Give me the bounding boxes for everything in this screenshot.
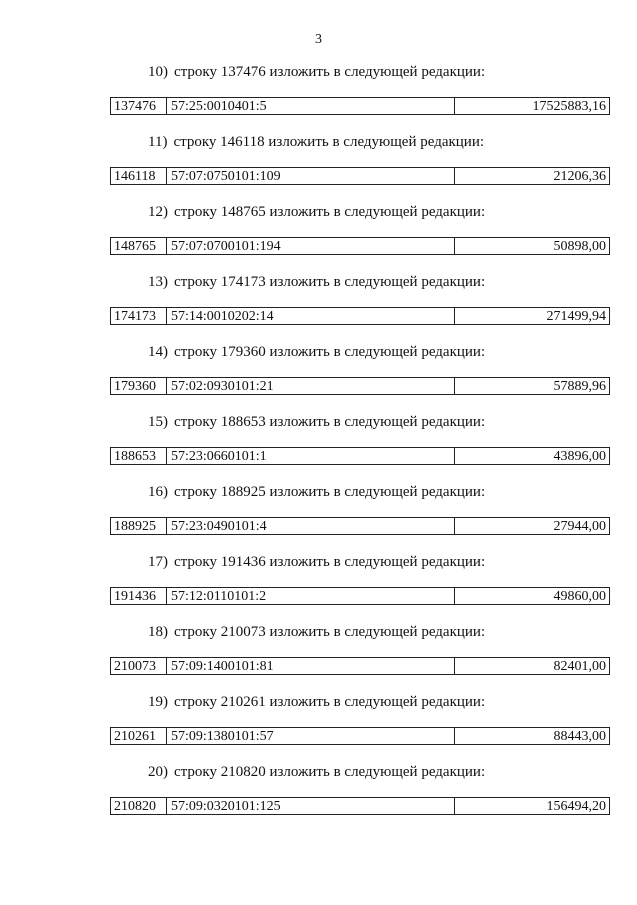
value-cell: 271499,94 xyxy=(546,309,606,324)
amendment-instruction xyxy=(148,762,485,782)
cadastral-number-cell: 57:09:0320101:125 xyxy=(167,798,455,814)
amendment-item xyxy=(0,762,637,832)
table-row xyxy=(110,377,610,395)
value-cell: 156494,20 xyxy=(546,799,606,814)
cadastral-number-cell: 57:02:0930101:21 xyxy=(167,378,455,394)
instruction-text: строку 191436 изложить в следующей редакции: xyxy=(174,554,486,570)
cadastral-number-cell: 57:23:0660101:1 xyxy=(167,448,455,464)
instruction-text: строку 188925 изложить в следующей редакции: xyxy=(174,484,486,500)
amendment-item xyxy=(0,202,637,272)
instruction-text: строку 210820 изложить в следующей редакции: xyxy=(174,764,486,780)
item-number: 10) xyxy=(148,64,168,80)
amendment-item xyxy=(0,342,637,412)
item-number: 14) xyxy=(148,344,168,360)
row-id-cell: 210820 xyxy=(111,798,167,814)
table-row xyxy=(110,727,610,745)
table-row xyxy=(110,237,610,255)
amendment-instruction xyxy=(148,692,485,712)
cadastral-number-cell: 57:23:0490101:4 xyxy=(167,518,455,534)
item-number: 18) xyxy=(148,624,168,640)
value-cell: 27944,00 xyxy=(553,519,606,534)
value-cell: 82401,00 xyxy=(553,659,606,674)
item-number: 11) xyxy=(148,134,168,150)
amendment-instruction xyxy=(148,622,485,642)
amendment-instruction xyxy=(148,62,485,82)
amendment-item xyxy=(0,552,637,622)
value-cell: 57889,96 xyxy=(553,379,606,394)
table-row xyxy=(110,797,610,815)
cadastral-number-cell: 57:07:0700101:194 xyxy=(167,238,455,254)
table-row xyxy=(110,587,610,605)
amendment-item xyxy=(0,62,637,132)
row-id-cell: 191436 xyxy=(111,588,167,604)
instruction-text: строку 210261 изложить в следующей редакции: xyxy=(174,694,486,710)
amendment-item xyxy=(0,622,637,692)
row-id-cell: 146118 xyxy=(111,168,167,184)
amendment-instruction xyxy=(148,132,484,152)
table-row xyxy=(110,447,610,465)
table-row xyxy=(110,97,610,115)
row-id-cell: 174173 xyxy=(111,308,167,324)
cadastral-number-cell: 57:14:0010202:14 xyxy=(167,308,455,324)
value-cell: 50898,00 xyxy=(553,239,606,254)
instruction-text: строку 148765 изложить в следующей редакции: xyxy=(174,204,486,220)
instruction-text: строку 188653 изложить в следующей редакции: xyxy=(174,414,486,430)
row-id-cell: 188653 xyxy=(111,448,167,464)
amendment-item xyxy=(0,482,637,552)
row-id-cell: 188925 xyxy=(111,518,167,534)
cadastral-number-cell: 57:09:1380101:57 xyxy=(167,728,455,744)
instruction-text: строку 210073 изложить в следующей редакции: xyxy=(174,624,486,640)
cadastral-number-cell: 57:09:1400101:81 xyxy=(167,658,455,674)
table-row xyxy=(110,307,610,325)
item-number: 12) xyxy=(148,204,168,220)
item-number: 16) xyxy=(148,484,168,500)
table-row xyxy=(110,657,610,675)
amendment-instruction xyxy=(148,482,485,502)
instruction-text: строку 137476 изложить в следующей редакции: xyxy=(174,64,486,80)
amendment-item xyxy=(0,692,637,762)
row-id-cell: 210261 xyxy=(111,728,167,744)
value-cell: 21206,36 xyxy=(553,169,606,184)
amendment-instruction xyxy=(148,202,485,222)
table-row xyxy=(110,517,610,535)
value-cell: 49860,00 xyxy=(553,589,606,604)
item-number: 13) xyxy=(148,274,168,290)
row-id-cell: 137476 xyxy=(111,98,167,114)
amendment-instruction xyxy=(148,552,485,572)
row-id-cell: 148765 xyxy=(111,238,167,254)
amendment-item xyxy=(0,412,637,482)
row-id-cell: 210073 xyxy=(111,658,167,674)
item-number: 17) xyxy=(148,554,168,570)
value-cell: 17525883,16 xyxy=(532,99,606,114)
amendment-item xyxy=(0,132,637,202)
item-number: 19) xyxy=(148,694,168,710)
value-cell: 43896,00 xyxy=(553,449,606,464)
row-id-cell: 179360 xyxy=(111,378,167,394)
cadastral-number-cell: 57:25:0010401:5 xyxy=(167,98,455,114)
instruction-text: строку 146118 изложить в следующей редакции: xyxy=(173,134,485,150)
amendment-instruction xyxy=(148,272,485,292)
value-cell: 88443,00 xyxy=(553,729,606,744)
amendment-instruction xyxy=(148,342,485,362)
item-number: 15) xyxy=(148,414,168,430)
instruction-text: строку 174173 изложить в следующей редакции: xyxy=(174,274,486,290)
instruction-text: строку 179360 изложить в следующей редакции: xyxy=(174,344,486,360)
cadastral-number-cell: 57:07:0750101:109 xyxy=(167,168,455,184)
amendment-instruction xyxy=(148,412,485,432)
item-number: 20) xyxy=(148,764,168,780)
amendment-item xyxy=(0,272,637,342)
table-row xyxy=(110,167,610,185)
cadastral-number-cell: 57:12:0110101:2 xyxy=(167,588,455,604)
page-number: 3 xyxy=(315,32,322,47)
amendment-list xyxy=(0,62,637,832)
